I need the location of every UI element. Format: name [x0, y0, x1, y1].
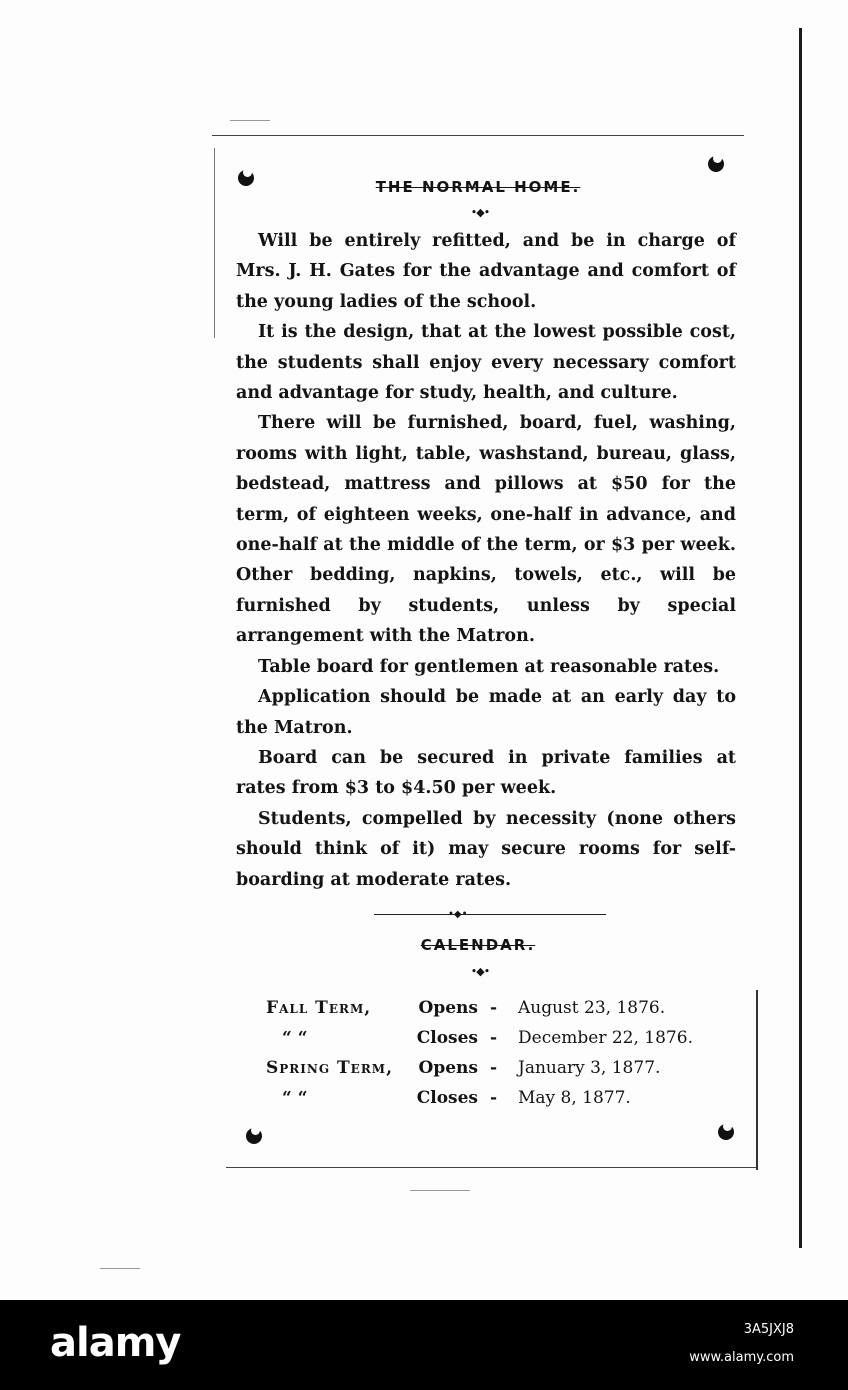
term-action: Opens	[418, 998, 478, 1018]
paragraph: Will be entirely refitted, and be in charge of Mrs. J. H. Gates for the advantage and comfort of the young ladies of the school.	[236, 231, 736, 312]
image-id: 3A5JXJ8	[743, 1322, 794, 1337]
calendar-bracket-line	[756, 990, 758, 1170]
term-action: Closes	[416, 1028, 478, 1048]
paragraph: Application should be made at an early day to the Matron.	[236, 687, 736, 738]
term-name: “ “	[282, 1088, 308, 1108]
calendar-row	[256, 993, 726, 1023]
divider-ornament: •◆•	[470, 206, 490, 219]
calendar-row	[256, 1083, 726, 1113]
term-name: Fall Term,	[266, 998, 372, 1018]
term-date: May 8, 1877.	[518, 1088, 631, 1108]
term-action: Closes	[416, 1088, 478, 1108]
separator: -	[490, 1028, 498, 1048]
separator: -	[490, 1058, 498, 1078]
watermark-bar	[0, 1300, 848, 1390]
page-edge-line	[799, 28, 802, 1248]
paragraph: Students, compelled by necessity (none others should think of it) may secure rooms for self-boarding at moderate rates.	[236, 808, 736, 890]
scan-smudge	[230, 120, 270, 121]
corner-ornament-icon	[246, 1128, 262, 1144]
term-date: December 22, 1876.	[518, 1028, 693, 1048]
calendar-row	[256, 1053, 726, 1083]
divider-ornament: •◆•	[470, 965, 490, 978]
separator: -	[490, 998, 498, 1018]
watermark-url: www.alamy.com	[689, 1350, 794, 1365]
scan-smudge	[410, 1190, 470, 1191]
section-heading: THE NORMAL HOME.	[375, 178, 581, 196]
calendar-row	[256, 1023, 726, 1053]
term-name: “ “	[282, 1028, 308, 1048]
calendar-table	[256, 993, 726, 1113]
term-date: January 3, 1877.	[518, 1058, 661, 1078]
separator: -	[490, 1088, 498, 1108]
scan-smudge	[100, 1268, 140, 1269]
paragraph: Board can be secured in private families at rates from $3 to $4.50 per week.	[236, 747, 736, 799]
top-rule	[212, 135, 744, 136]
paragraph: Table board for gentlemen at reasonable rates.	[258, 656, 720, 677]
term-date: August 23, 1876.	[518, 998, 666, 1018]
divider-ornament: •◆•	[448, 909, 468, 920]
section-divider	[374, 914, 606, 915]
alamy-logo: alamy	[50, 1320, 181, 1366]
term-name: Spring Term,	[266, 1058, 393, 1078]
bottom-rule	[226, 1167, 756, 1168]
left-margin-line	[214, 148, 215, 338]
paragraph: It is the design, that at the lowest possible cost, the students shall enjoy every necessary comfort and advantage for study, health, and culture.	[236, 322, 736, 404]
paragraph: There will be furnished, board, fuel, washing, rooms with light, table, washstand, bureau, glass, bedstead, mattress and pillows at $50 for the term, of eighteen weeks, one-half in advance, and one-half at the middle of the term, or $3 per week. Other bedding, napkins, towels, etc., will be furnished by students, unless by special arrangement with the Matron.	[236, 413, 736, 647]
corner-ornament-icon	[718, 1124, 734, 1140]
calendar-heading: CALENDAR.	[420, 936, 536, 954]
corner-ornament-icon	[708, 156, 724, 172]
section-body	[236, 226, 736, 895]
term-action: Opens	[418, 1058, 478, 1078]
